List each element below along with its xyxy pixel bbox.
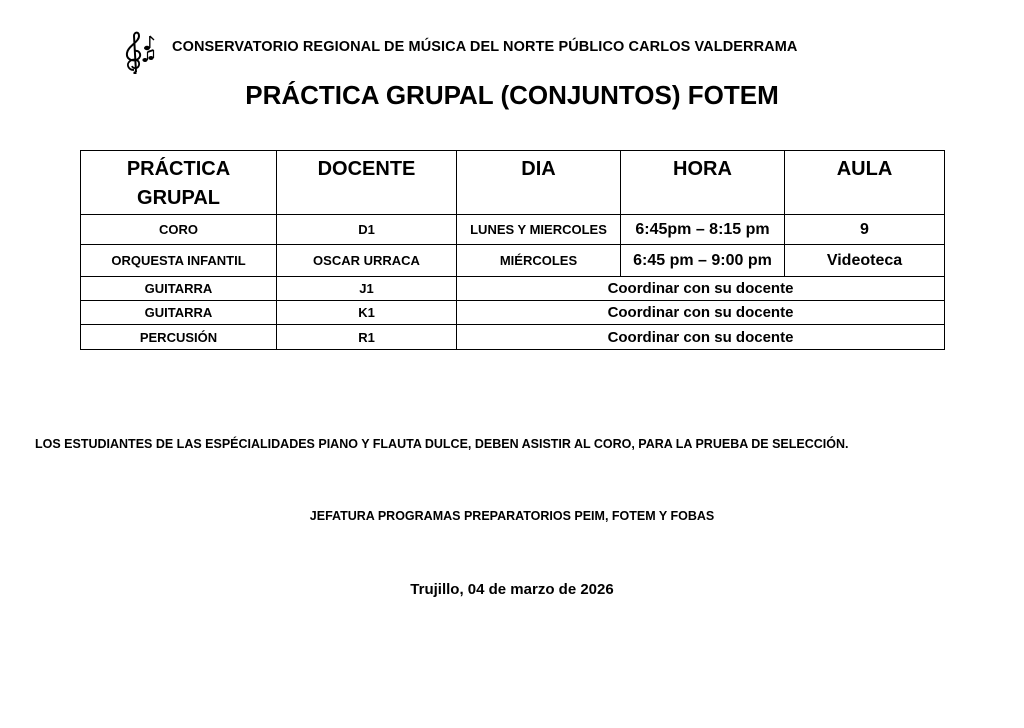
schedule-table xyxy=(80,150,945,350)
cell-practica: GUITARRA xyxy=(81,301,277,325)
cell-practica: ORQUESTA INFANTIL xyxy=(81,245,277,277)
cell-schedule: Coordinar con su docente xyxy=(457,301,945,325)
header-docente: DOCENTE xyxy=(277,151,457,215)
cell-hora: 6:45 pm – 9:00 pm xyxy=(621,245,785,277)
header-hora: HORA xyxy=(621,151,785,215)
cell-practica: GUITARRA xyxy=(81,277,277,301)
institution-name: CONSERVATORIO REGIONAL DE MÚSICA DEL NORTE PÚBLICO CARLOS VALDERRAMA xyxy=(172,39,798,55)
header-dia: DIA xyxy=(457,151,621,215)
jefatura-line: JEFATURA PROGRAMAS PREPARATORIOS PEIM, FOTEM Y FOBAS xyxy=(309,509,715,523)
cell-docente: D1 xyxy=(277,215,457,245)
cell-docente: J1 xyxy=(277,277,457,301)
table-row xyxy=(81,245,945,277)
cell-schedule: Coordinar con su docente xyxy=(457,277,945,301)
treble-clef-music-notes-icon xyxy=(120,30,156,74)
cell-docente: R1 xyxy=(277,325,457,350)
cell-practica: CORO xyxy=(81,215,277,245)
cell-dia: LUNES Y MIERCOLES xyxy=(457,215,621,245)
cell-schedule: Coordinar con su docente xyxy=(457,325,945,350)
table-row xyxy=(81,301,945,325)
table-row xyxy=(81,277,945,301)
cell-docente: K1 xyxy=(277,301,457,325)
table-row xyxy=(81,325,945,350)
header-practica xyxy=(81,151,277,215)
place-date: Trujillo, 04 de marzo de 2026 xyxy=(410,581,614,598)
table-row xyxy=(81,215,945,245)
table-header-row xyxy=(81,151,945,215)
page-title: PRÁCTICA GRUPAL (CONJUNTOS) FOTEM xyxy=(245,80,779,110)
selection-note: LOS ESTUDIANTES DE LAS ESPÉCIALIDADES PIANO Y FLAUTA DULCE, DEBEN ASISTIR AL CORO, PARA LA PRUEBA DE SELECCIÓN. xyxy=(35,437,849,451)
cell-hora: 6:45pm – 8:15 pm xyxy=(621,215,785,245)
cell-docente: OSCAR URRACA xyxy=(277,245,457,277)
cell-practica: PERCUSIÓN xyxy=(81,325,277,350)
header-practica-line1: PRÁCTICA xyxy=(126,158,231,180)
header-aula: AULA xyxy=(785,151,945,215)
header-practica-line2: GRUPAL xyxy=(137,187,220,209)
document-header xyxy=(0,30,1024,70)
cell-dia: MIÉRCOLES xyxy=(457,245,621,277)
cell-aula: Videoteca xyxy=(785,245,945,277)
cell-aula: 9 xyxy=(785,215,945,245)
